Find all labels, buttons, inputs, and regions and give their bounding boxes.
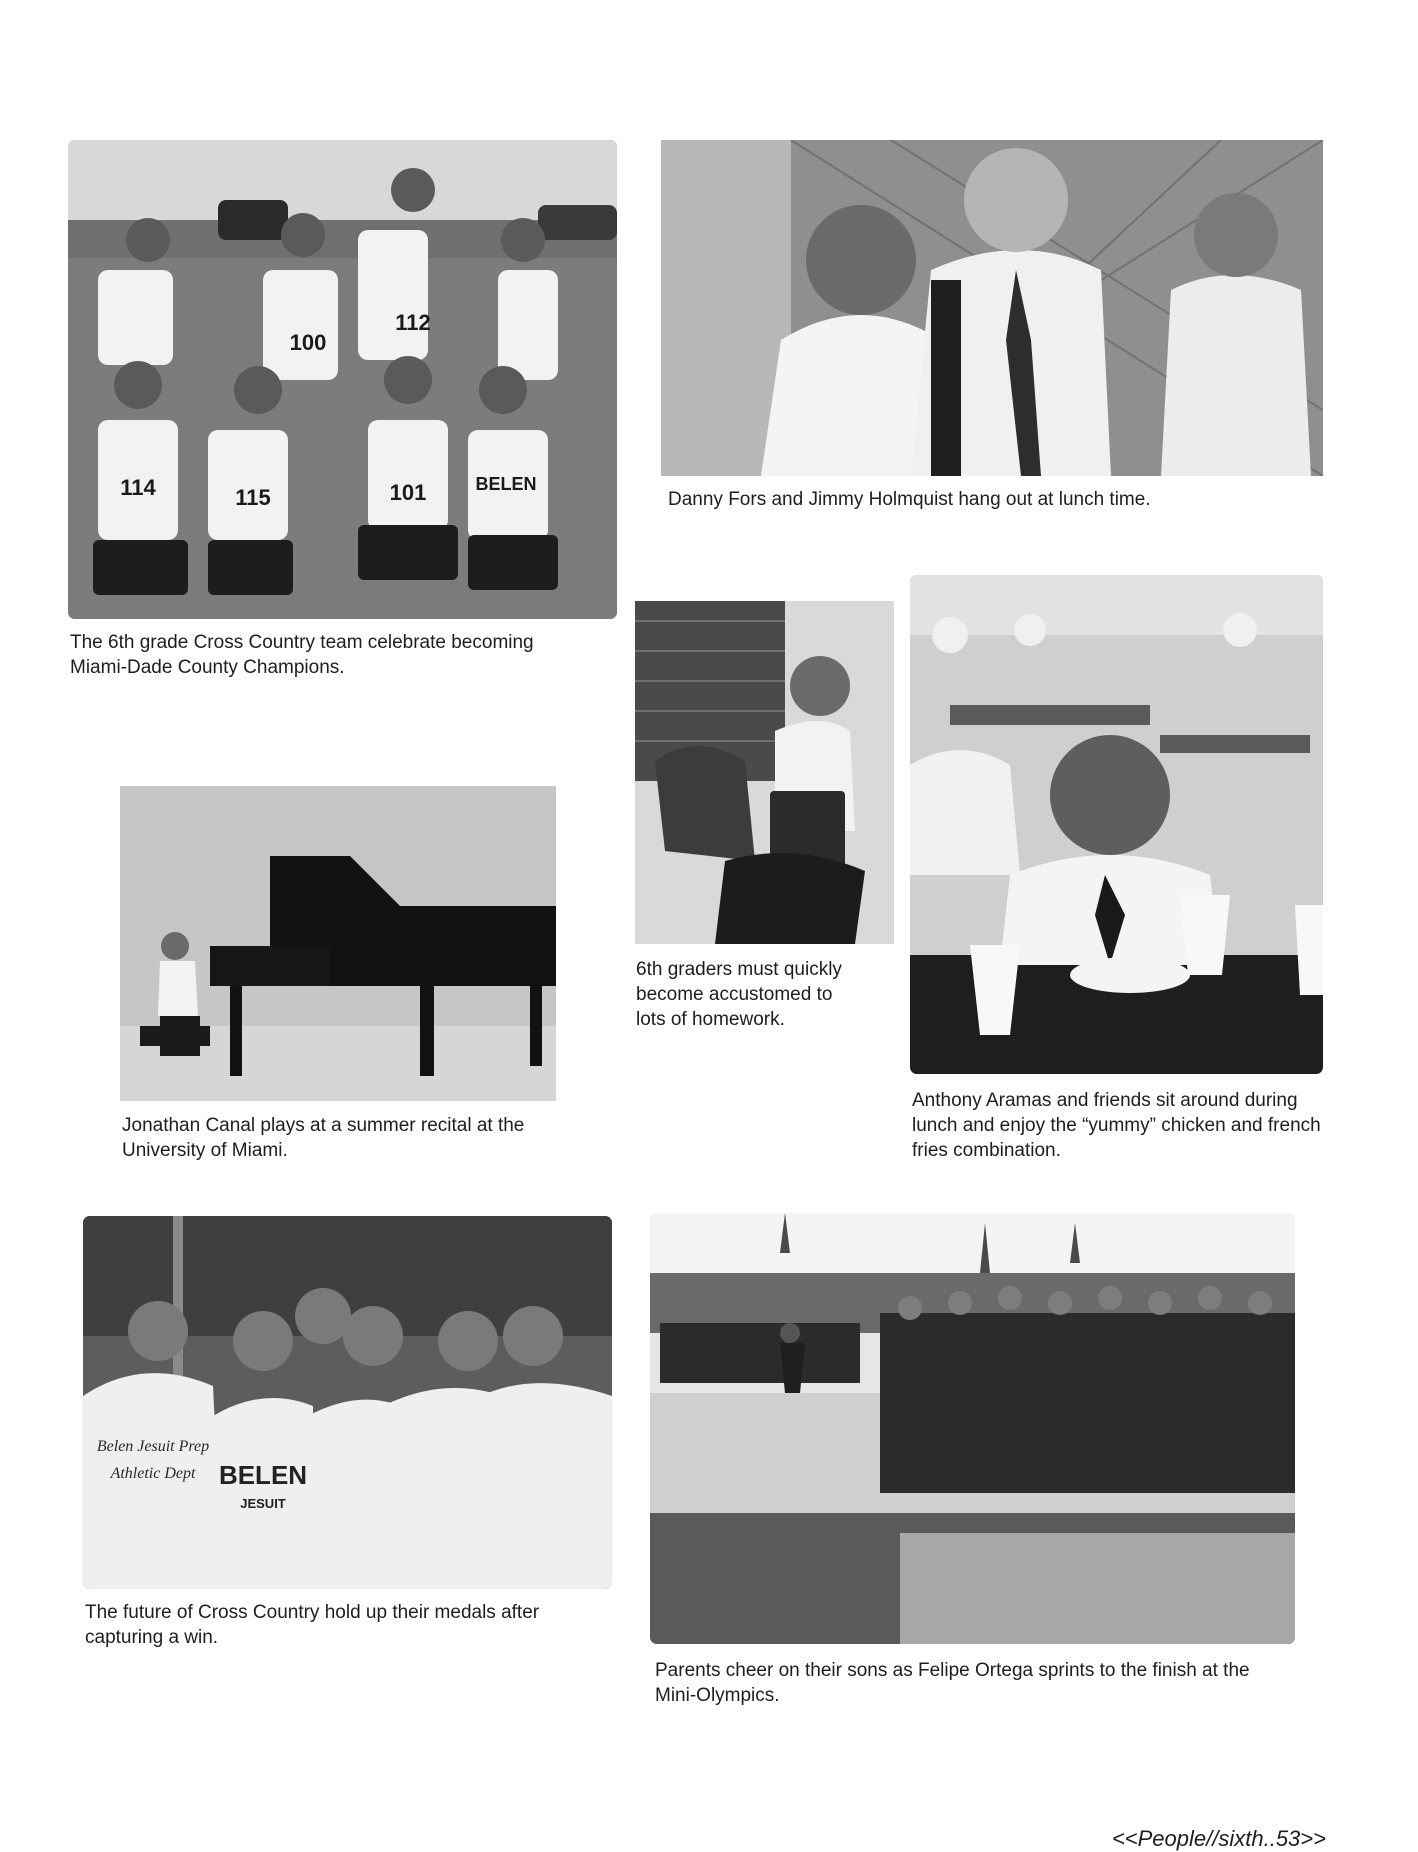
photo-medals bbox=[83, 1216, 612, 1589]
bib-number: 100 bbox=[289, 330, 327, 355]
caption-lunch-time: Danny Fors and Jimmy Holmquist hang out at lunch time. bbox=[668, 489, 1151, 510]
bib-number: 112 bbox=[395, 310, 431, 335]
shirt-text: JESUIT bbox=[240, 1496, 286, 1511]
shirt-text: BELEN bbox=[475, 474, 537, 494]
caption-mini-olympics: Parents cheer on their sons as Felipe Ortega sprints to the finish at the Mini-Olympics. bbox=[655, 1660, 1250, 1706]
caption-cross-country-team: The 6th grade Cross Country team celebrate becoming Miami-Dade County Champions. bbox=[70, 632, 534, 678]
caption-medals: The future of Cross Country hold up their medals after capturing a win. bbox=[85, 1602, 540, 1648]
shirt-text: Belen Jesuit Prep bbox=[96, 1438, 210, 1455]
photo-lunch-tables bbox=[910, 575, 1323, 1074]
caption-homework: 6th graders must quickly become accustomed to lots of homework. bbox=[636, 959, 842, 1030]
bib-number: 114 bbox=[120, 475, 156, 500]
photo-lunch-time bbox=[661, 140, 1323, 476]
photo-piano-recital bbox=[120, 786, 556, 1101]
bib-number: 115 bbox=[235, 485, 271, 510]
caption-lunch-tables: Anthony Aramas and friends sit around during lunch and enjoy the “yummy” chicken and french fries combination. bbox=[912, 1090, 1321, 1161]
page-folio: <<People//sixth..53>> bbox=[1111, 1826, 1326, 1851]
photo-homework bbox=[635, 601, 894, 944]
shirt-text: Athletic Dept bbox=[110, 1465, 196, 1482]
caption-piano-recital: Jonathan Canal plays at a summer recital at the University of Miami. bbox=[122, 1115, 525, 1161]
photo-mini-olympics bbox=[650, 1213, 1295, 1644]
shirt-text: BELEN bbox=[218, 1460, 308, 1490]
bib-number: 101 bbox=[389, 480, 427, 505]
photo-cross-country-team bbox=[68, 140, 617, 619]
